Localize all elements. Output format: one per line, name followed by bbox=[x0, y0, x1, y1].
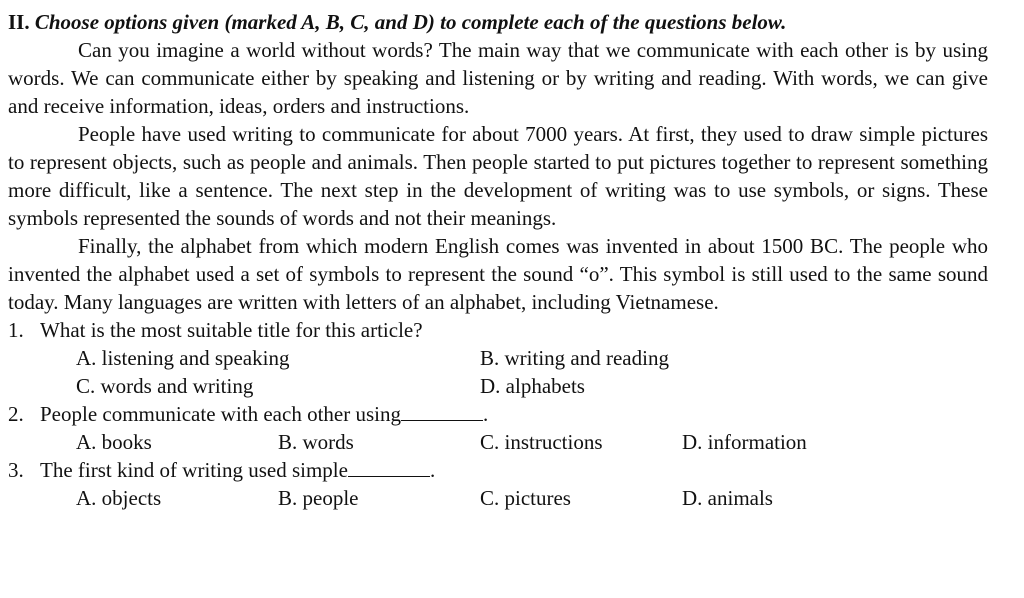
question-3-text: The first kind of writing used simple bbox=[40, 458, 348, 482]
question-3-options bbox=[8, 484, 988, 512]
question-1-number: 1. bbox=[8, 318, 24, 342]
question-1-options-row-1 bbox=[8, 344, 988, 372]
question-2-options bbox=[8, 428, 988, 456]
question-1-text: What is the most suitable title for this article? bbox=[40, 318, 423, 342]
question-3 bbox=[8, 456, 988, 512]
question-1 bbox=[8, 316, 988, 400]
question-2-blank bbox=[401, 400, 483, 421]
section-heading bbox=[8, 8, 988, 36]
question-2-option-a[interactable]: A. books bbox=[76, 430, 152, 454]
question-1-options-row-2 bbox=[8, 372, 988, 400]
section-instruction: Choose options given (marked A, B, C, and D) to complete each of the questions below. bbox=[34, 10, 787, 34]
question-2-option-d[interactable]: D. information bbox=[682, 430, 807, 454]
question-2 bbox=[8, 400, 988, 456]
passage-paragraph-3: Finally, the alphabet from which modern English comes was invented in about 1500 BC. The people who invented the alphabet used a set of symbols to represent the sound “o”. This symbol is still used to the same sound today. Many languages are written with letters of an alphabet, including Vietnamese. bbox=[8, 234, 988, 314]
question-3-blank bbox=[348, 456, 430, 477]
question-3-stem bbox=[8, 456, 988, 484]
question-1-option-b[interactable]: B. writing and reading bbox=[480, 346, 669, 370]
question-3-option-c[interactable]: C. pictures bbox=[480, 486, 571, 510]
question-3-option-a[interactable]: A. objects bbox=[76, 486, 162, 510]
question-2-end-punctuation: . bbox=[482, 402, 489, 426]
section-number: II. bbox=[8, 10, 30, 34]
passage-paragraph-2: People have used writing to communicate for about 7000 years. At first, they used to draw simple pictures to represent objects, such as people and animals. Then people started to put pictures together to represent something more difficult, like a sentence. The next step in the development of writing was to use symbols, or signs. These symbols represented the sounds of words and not their meanings. bbox=[8, 122, 988, 230]
question-3-end-punctuation: . bbox=[429, 458, 436, 482]
question-2-number: 2. bbox=[8, 402, 24, 426]
question-2-text: People communicate with each other using bbox=[40, 402, 401, 426]
question-1-stem bbox=[8, 316, 988, 344]
question-2-stem bbox=[8, 400, 988, 428]
question-list bbox=[8, 316, 988, 512]
question-1-option-a[interactable]: A. listening and speaking bbox=[76, 346, 290, 370]
passage-paragraph-1: Can you imagine a world without words? The main way that we communicate with each other is by using words. We can communicate either by speaking and listening or by writing and reading. With words, we can give and receive information, ideas, orders and instructions. bbox=[8, 38, 988, 118]
question-3-option-d[interactable]: D. animals bbox=[682, 486, 773, 510]
question-1-option-c[interactable]: C. words and writing bbox=[76, 374, 254, 398]
question-3-number: 3. bbox=[8, 458, 24, 482]
question-2-option-b[interactable]: B. words bbox=[278, 430, 354, 454]
reading-passage bbox=[8, 36, 988, 316]
question-2-option-c[interactable]: C. instructions bbox=[480, 430, 603, 454]
question-1-option-d[interactable]: D. alphabets bbox=[480, 374, 585, 398]
question-3-option-b[interactable]: B. people bbox=[278, 486, 359, 510]
